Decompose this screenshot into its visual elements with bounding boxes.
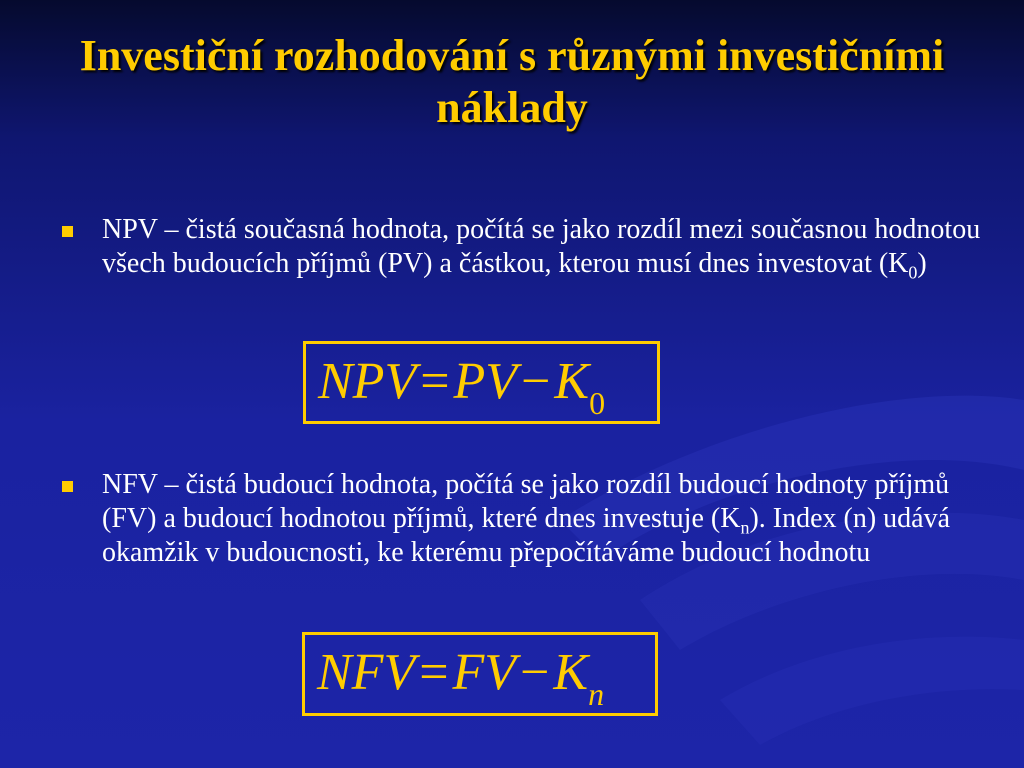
npv-formula-subscript: 0	[589, 385, 606, 421]
nfv-formula-lhs: NFV	[317, 644, 416, 701]
nfv-formula-term2: K	[553, 644, 589, 701]
nfv-formula	[317, 643, 605, 712]
bullet-nfv-subscript: n	[740, 517, 750, 538]
npv-formula-term2: K	[554, 353, 590, 410]
bullet-nfv-text-end: ). Index (n) udává okamžik v budoucnosti, ke kterému přepočítáváme budoucí hodnotu	[102, 503, 951, 568]
nfv-formula-box	[302, 632, 658, 716]
nfv-formula-subscript: n	[588, 676, 605, 712]
nfv-formula-minus: −	[520, 644, 550, 701]
bullet-square-icon	[62, 481, 73, 492]
npv-formula-box	[303, 341, 660, 424]
bullet-npv-text-main: NPV – čistá současná hodnota, počítá se jako rozdíl mezi současnou hodnotou všech budoucích příjmů (PV) a částkou, kterou musí dnes investovat (K	[102, 214, 981, 279]
npv-formula-equals: =	[420, 353, 450, 410]
npv-formula-term1: PV	[453, 353, 518, 410]
slide-title: Investiční rozhodování s různými investičními náklady	[79, 31, 945, 132]
bullet-npv-subscript: 0	[908, 262, 918, 283]
npv-formula	[318, 352, 606, 421]
bullet-square-icon	[62, 226, 73, 237]
bullet-npv-text	[102, 213, 982, 281]
bullet-nfv-text	[102, 468, 982, 570]
npv-formula-minus: −	[521, 353, 551, 410]
nfv-formula-term1: FV	[452, 644, 517, 701]
nfv-formula-equals: =	[419, 644, 449, 701]
bullet-npv-text-end: )	[917, 248, 927, 279]
npv-formula-lhs: NPV	[318, 353, 417, 410]
bullet-nfv-text-main: NFV – čistá budoucí hodnota, počítá se jako rozdíl budoucí hodnoty příjmů (FV) a budoucí hodnotou příjmů, které dnes investuje (K	[102, 469, 950, 534]
